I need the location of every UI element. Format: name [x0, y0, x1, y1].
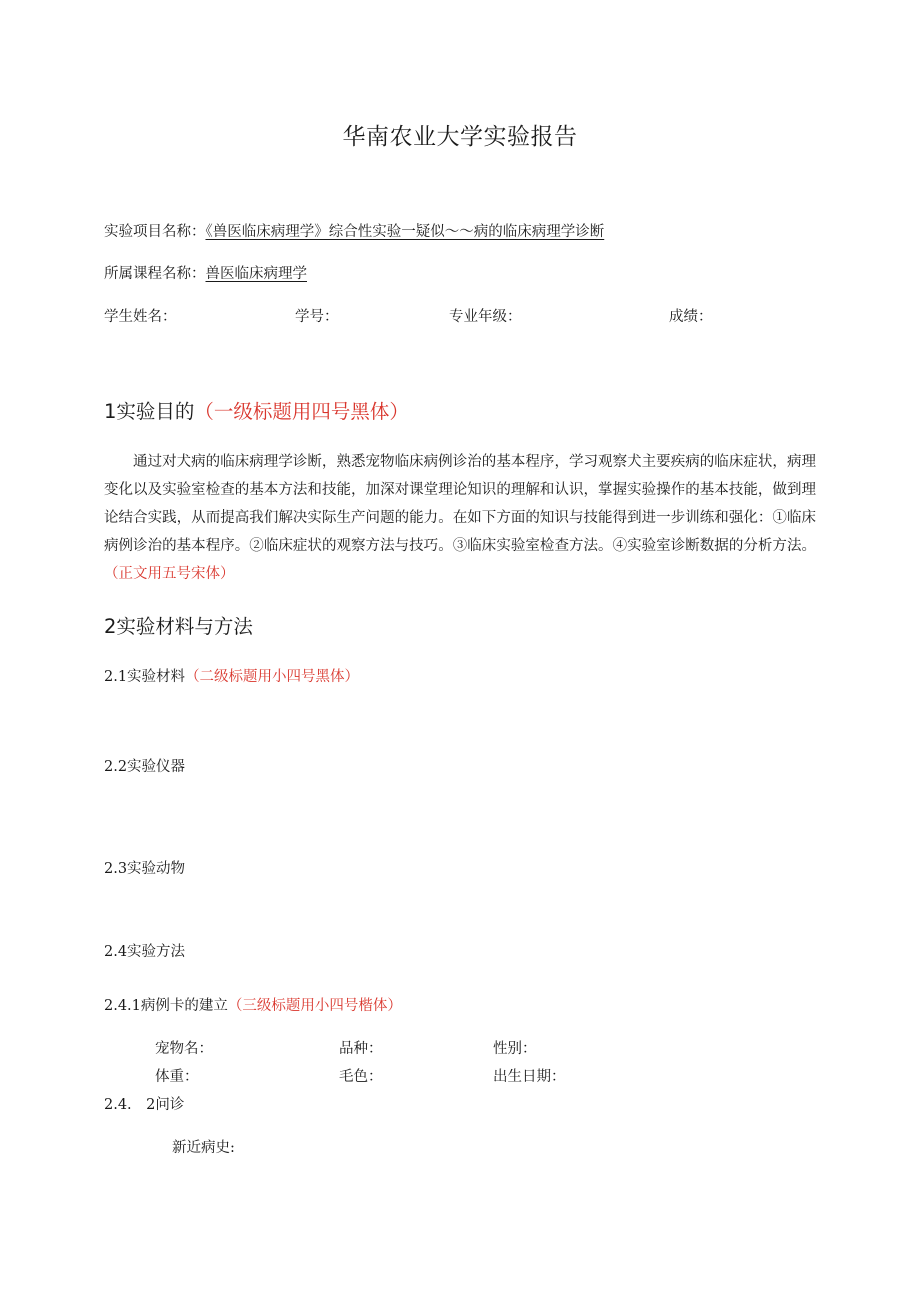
recent-history-label: 新近病史: — [172, 1140, 235, 1156]
birth-date-label: 出生日期： — [493, 1069, 566, 1085]
pet-name-label: 宠物名： — [155, 1041, 213, 1057]
coat-label: 毛色： — [339, 1069, 383, 1085]
section1-heading: 1实验目的 — [104, 400, 195, 423]
student-name-label: 学生姓名： — [104, 309, 177, 325]
course-label: 所属课程名称： — [104, 266, 206, 282]
student-id-label: 学号： — [295, 309, 339, 325]
project-label: 实验项目名称： — [104, 224, 206, 240]
project-row — [104, 220, 604, 241]
section241-heading: 2.4.1病例卡的建立 — [104, 998, 228, 1014]
major-label: 专业年级： — [449, 309, 522, 325]
section242-heading: 2.4. 2问诊 — [104, 1097, 185, 1113]
section21-heading: 2.1实验材料 — [104, 669, 186, 685]
section23-heading: 2.3实验动物 — [104, 861, 186, 877]
section22-heading: 2.2实验仪器 — [104, 759, 186, 775]
section1-heading-row — [104, 396, 409, 424]
section1-body-text: 通过对犬病的临床病理学诊断，熟悉宠物临床病例诊治的基本程序，学习观察犬主要疾病的临床症状，病理变化以及实验室检查的基本方法和技能，加深对课堂理论知识的理解和认识，掌握实验操作的基本技能，做到理论结合实践，从而提高我们解决实际生产问题的能力。在如下方面的知识与技能得到进一步训练和强化：①临床病例诊治的基本程序。②临床症状的观察方法与技巧。③临床实验室检查方法。④实验室诊断数据的分析方法。 — [104, 454, 816, 554]
sex-label: 性别： — [493, 1041, 537, 1057]
breed-label: 品种： — [339, 1041, 383, 1057]
course-row — [104, 262, 307, 283]
section1-body — [104, 448, 816, 588]
project-value: 《兽医临床病理学》综合性实验一疑似～～病的临床病理学诊断 — [205, 224, 605, 240]
section1-body-note: （正文用五号宋体） — [104, 566, 235, 582]
section1-note: （一级标题用四号黑体） — [194, 400, 409, 423]
section241-row — [104, 994, 402, 1015]
score-label: 成绩： — [669, 309, 713, 325]
section21-note: （二级标题用小四号黑体） — [185, 669, 360, 685]
section21-row — [104, 665, 359, 686]
report-title: 华南农业大学实验报告 — [342, 124, 578, 150]
section24-heading: 2.4实验方法 — [104, 944, 186, 960]
section2-heading: 2实验材料与方法 — [104, 615, 253, 638]
course-value: 兽医临床病理学 — [205, 266, 307, 282]
section241-note: （三级标题用小四号楷体） — [227, 998, 402, 1014]
weight-label: 体重： — [155, 1069, 199, 1085]
